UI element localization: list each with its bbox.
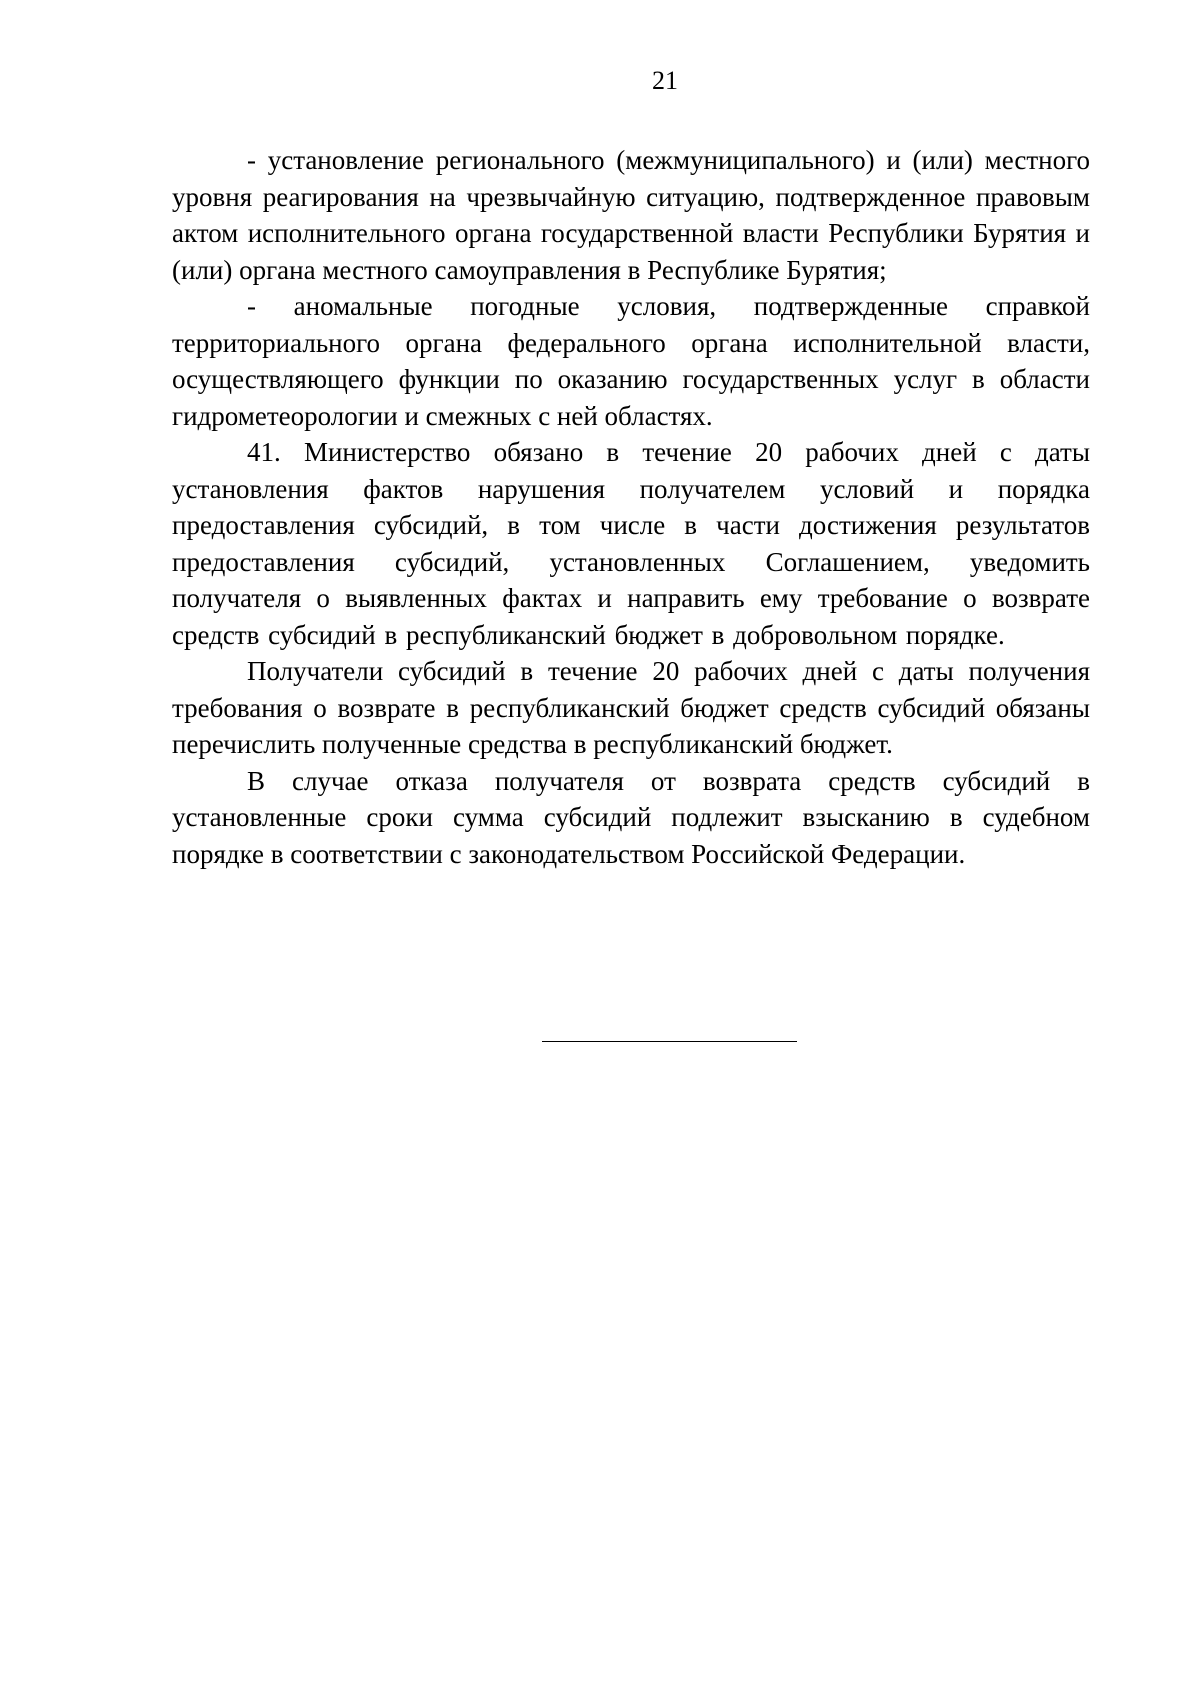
paragraph-emergency-response-level: - установление регионального (межмуниципального) и (или) местного уровня реагирования на чрезвычайную ситуацию, подтвержденное правовым актом исполнительного органа государственной власти Республики Бурятия и (или) органа местного самоуправления в Республике Бурятия; <box>172 145 1090 285</box>
paragraph-refusal-recovery: В случае отказа получателя от возврата средств субсидий в установленные сроки сумма субсидий подлежит взысканию в судебном порядке в соответствии с законодательством Российской Федерации. <box>172 765 1090 869</box>
paragraph-abnormal-weather: - аномальные погодные условия, подтвержденные справкой территориального органа федерального органа исполнительной власти, осуществляющего функции по оказанию государственных услуг в области гидрометеорологии и смежных с ней областях. <box>172 291 1090 431</box>
end-of-document-rule <box>542 1041 797 1042</box>
paragraph-recipients-obligation: Получатели субсидий в течение 20 рабочих дней с даты получения требования о возврате в республиканский бюджет средств субсидий обязаны перечислить полученные средства в республиканский бюджет. <box>172 656 1090 759</box>
paragraph-item-41: 41. Министерство обязано в течение 20 рабочих дней с даты установления фактов нарушения получателем условий и порядка предоставления субсидий, в том числе в части достижения результатов предоставления субсидий, установленных Соглашением, уведомить получателя о выявленных фактах и направить ему требование о возврате средств субсидий в республиканский бюджет в добровольном порядке. <box>172 437 1090 650</box>
document-body <box>172 142 1090 872</box>
page-number: 21 <box>652 66 678 95</box>
